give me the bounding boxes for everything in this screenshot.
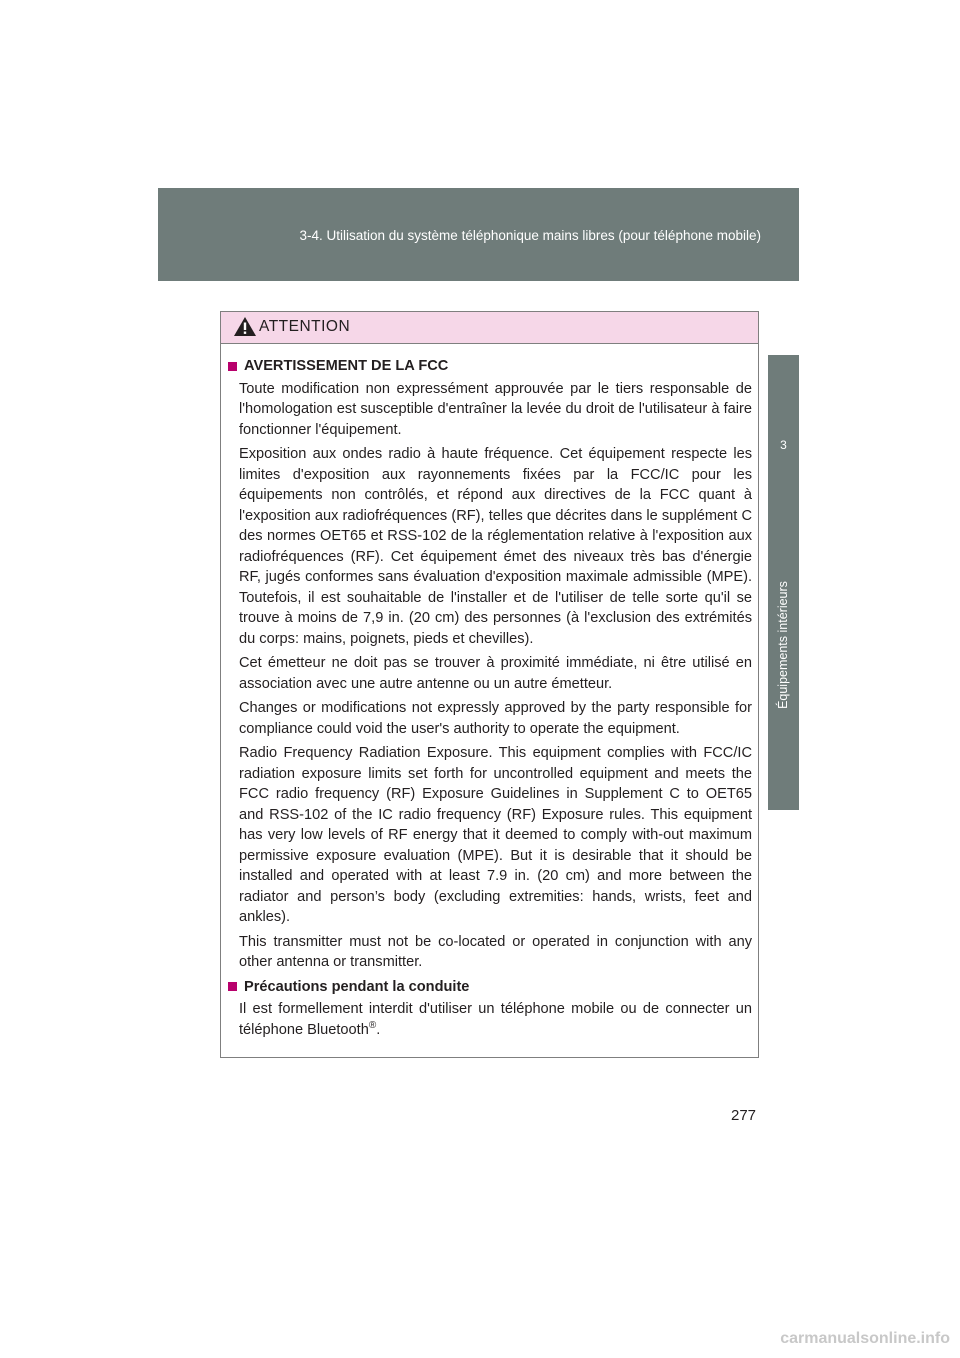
chapter-side-tab[interactable] — [768, 355, 799, 810]
chapter-header-band — [158, 188, 799, 281]
warning-triangle-icon — [233, 316, 257, 337]
watermark[interactable]: carmanualsonline.info — [780, 1330, 950, 1347]
paragraph: Cet émetteur ne doit pas se trouver à proximité immédiate, ni être utilisé en association avec une autre antenne ou un autre émetteur. — [239, 655, 752, 692]
page-number: 277 — [731, 1107, 757, 1124]
section-heading-fcc — [226, 356, 752, 377]
attention-title: ATTENTION — [259, 318, 351, 335]
section-heading-text: AVERTISSEMENT DE LA FCC — [244, 358, 449, 374]
paragraph: Radio Frequency Radiation Exposure. This equipment complies with FCC/IC radiation exposure limits set forth for uncontrolled equipment and meets the FCC radio frequency (RF) Exposure Guidelines in Supplement C to OET65 and RSS-102 of the IC radio frequency (RF) Exposure rules. This equipment has very low levels of RF energy that it deemed to comply with-out maximum permissive exposure evaluation (MPE). But it is desirable that it should be installed and operated with at least 7.9 in. (20 cm) and more between the radiator and person’s body (excluding extremities: hands, wrists, feet and ankles). — [239, 745, 752, 925]
paragraph-end: . — [376, 1021, 381, 1038]
paragraph-text: Il est formellement interdit d'utiliser un téléphone mobile ou de connecter un téléphone Bluetooth — [239, 1001, 752, 1038]
section-heading-driving — [226, 977, 752, 998]
attention-box — [220, 311, 759, 1058]
attention-body — [221, 344, 758, 1040]
section-heading-text: Précautions pendant la conduite — [244, 978, 470, 995]
paragraph: Exposition aux ondes radio à haute fréquence. Cet équipement respecte les limites d'exposition aux rayonnements fixées par la FCC/IC pour les équipements non contrôlés, et répond aux directives de la FCC quant à l'exposition aux radiofréquences (RF), telles que décrites dans le supplément C des normes OET65 et RSS-102 de la réglementation relative à l'exposition aux radiofréquences (RF). Cet équipement émet des niveaux très bas d'énergie RF, jugés conformes sans évaluation d'exposition maximale admissible (MPE). Toutefois, il est souhaitable de l'installer et de l'utiliser de telle sorte qu'il se trouve à moins de 7,9 in. (20 cm) des personnes (à l'exclusion des extrémités du corps: mains, poignets, pieds et chevilles). — [239, 446, 752, 647]
chapter-side-label: Équipements intérieurs — [776, 581, 790, 709]
paragraph: Toute modification non expressément approuvée par le tiers responsable de l'homologation est susceptible d'entraîner la levée du droit de l'utilisateur à faire fonctionner l'équipement. — [239, 380, 752, 438]
registered-mark: ® — [368, 1019, 377, 1031]
paragraph — [226, 999, 752, 1040]
attention-header — [221, 312, 758, 344]
paragraph: This transmitter must not be co-located or operated in conjunction with any other antenna or transmitter. — [239, 933, 752, 970]
square-bullet-icon — [228, 362, 237, 371]
chapter-header-title: 3-4. Utilisation du système téléphonique mains libres (pour téléphone mobile) — [299, 228, 761, 243]
chapter-number: 3 — [780, 438, 787, 452]
paragraph: Changes or modifications not expressly approved by the party responsible for compliance could void the user's authority to operate the equipment. — [239, 700, 752, 737]
square-bullet-icon — [228, 982, 237, 991]
